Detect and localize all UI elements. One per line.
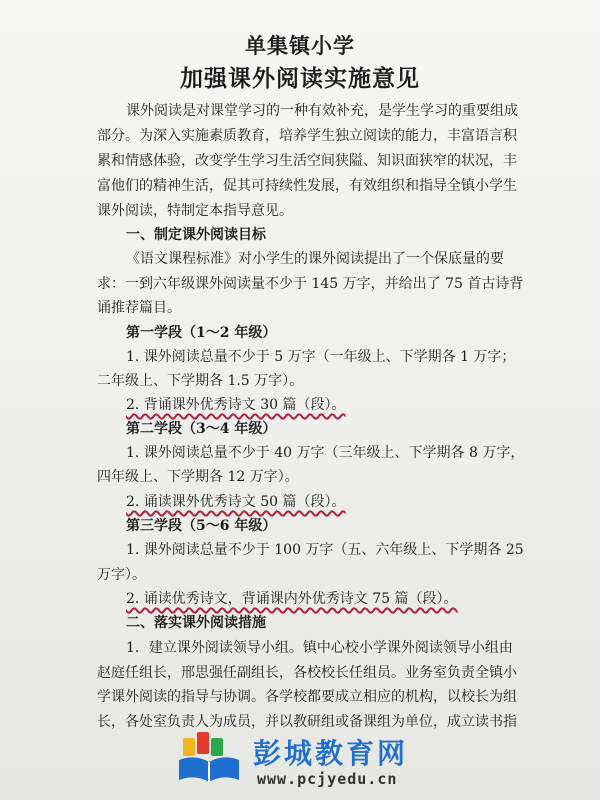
paragraph-line: 求：一到六年级课外阅读量不少于 145 万字，并给出了 75 首古诗背	[97, 276, 524, 292]
stage-heading: 第三学段（5～6 年级）	[126, 518, 277, 534]
paragraph-line: 长，各处室负责人为成员，并以教研组或备课组为单位，成立读书指	[97, 714, 517, 730]
paragraph-line: 《语文课程标准》对小学生的课外阅读提出了一个保底量的要	[126, 251, 504, 267]
paragraph-line: 课外阅读是对课堂学习的一种有效补充，是学生学习的重要组成	[126, 103, 518, 119]
section-heading: 二、落实课外阅读措施	[126, 615, 266, 631]
document-title: 单集镇小学	[245, 33, 355, 58]
paragraph-line: 课外阅读，特制定本指导意见。	[97, 203, 293, 219]
underlined-line: 2. 诵读优秀诗文，背诵课内外优秀诗文 75 篇（段）。	[126, 591, 458, 607]
stage-heading: 第二学段（3～4 年级）	[126, 421, 277, 437]
watermark-site-name: 彭城教育网	[253, 737, 409, 770]
underlined-line: 2. 诵读课外优秀诗文 50 篇（段）。	[126, 494, 346, 510]
paragraph-line: 万字）。	[97, 567, 146, 583]
book-logo-icon	[175, 730, 243, 788]
paragraph-line: 二年级上、下学期各 1.5 万字）。	[97, 373, 304, 389]
underlined-line: 2. 背诵课外优秀诗文 30 篇（段）。	[126, 397, 346, 413]
paragraph-line: 1. 课外阅读总量不少于 100 万字（五、六年级上、下学期各 25	[126, 542, 524, 558]
paragraph-line: 1. 课外阅读总量不少于 5 万字（一年级上、下学期各 1 万字；	[126, 349, 516, 365]
paragraph-line: 四年级上、下学期各 12 万字）。	[97, 469, 299, 485]
paragraph-line: 1．建立课外阅读领导小组。镇中心校小学课外阅读领导小组由	[126, 640, 513, 656]
paragraph-line: 诵推荐篇目。	[97, 300, 181, 316]
section-heading: 一、制定课外阅读目标	[126, 227, 266, 243]
paragraph-line: 1. 课外阅读总量不少于 40 万字（三年级上、下学期各 8 万字，	[126, 445, 525, 461]
paragraph-line: 富他们的精神生活，促其可持续性发展，有效组织和指导全镇小学生	[97, 178, 517, 194]
paragraph-line: 赵庭任组长，邢思强任副组长，各校校长任组员。业务室负责全镇小	[97, 665, 517, 681]
paragraph-line: 部分。为深入实施素质教育，培养学生独立阅读的能力，丰富语言积	[97, 128, 517, 144]
stage-heading: 第一学段（1～2 年级）	[126, 325, 277, 341]
paragraph-line: 累和情感体验，改变学生学习生活空间狭隘、知识面狭窄的状况，丰	[97, 153, 517, 169]
watermark-url: www.pcjyedu.cn	[257, 770, 398, 788]
paragraph-line: 学课外阅读的指导与协调。各学校都要成立相应的机构，以校长为组	[97, 689, 517, 705]
document-subtitle: 加强课外阅读实施意见	[180, 65, 420, 92]
site-watermark	[175, 730, 505, 790]
